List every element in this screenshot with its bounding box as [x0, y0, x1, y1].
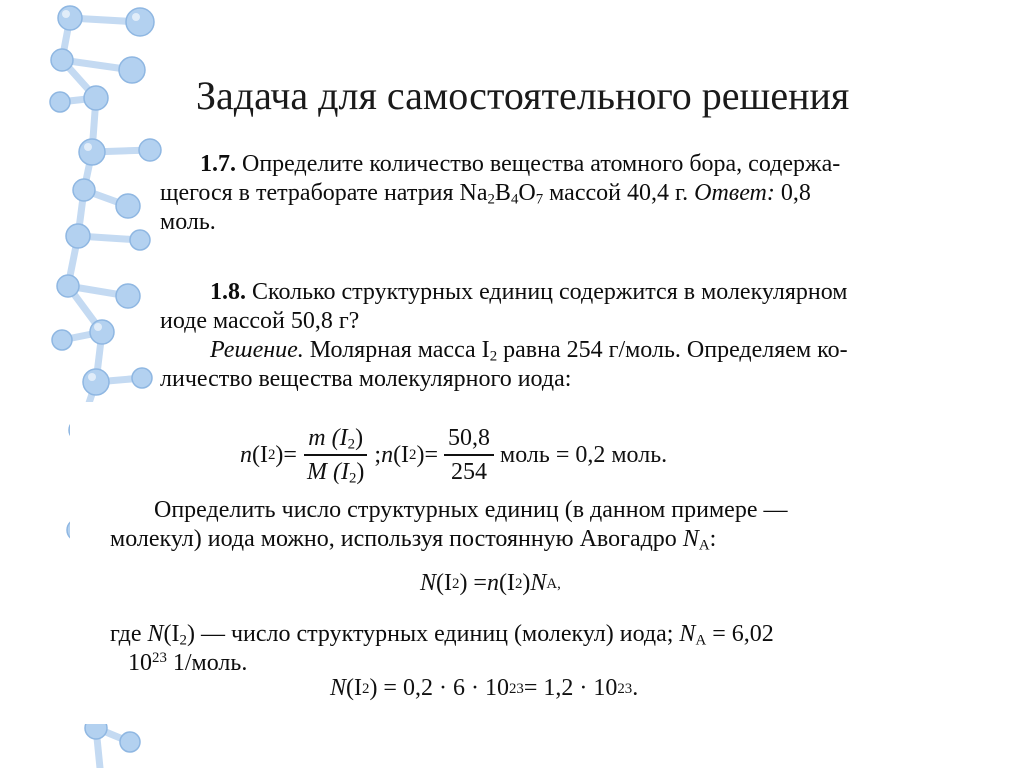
avogadro-line1: Определить число структурных единиц (в данном примере — — [154, 497, 788, 523]
text: (I — [436, 570, 452, 596]
text: O — [518, 180, 536, 206]
symbol: n — [240, 441, 252, 468]
subscript: 2 — [348, 470, 357, 487]
text: = 1,2 · 10 — [523, 675, 618, 701]
symbol: N — [530, 570, 547, 596]
text: ) — число структурных единиц (молекул) иода; — [186, 621, 680, 647]
text: = — [424, 441, 439, 468]
text: где — [110, 621, 148, 647]
text: . — [632, 675, 639, 701]
text: 10 — [128, 650, 152, 676]
avogadro-line2 — [110, 525, 787, 554]
text: ) — [356, 459, 365, 485]
text: щегося в тетраборате натрия Na — [160, 180, 488, 206]
problem-1-8-line1 — [160, 278, 848, 307]
text: ) — [355, 425, 364, 451]
problem-1-7 — [160, 150, 840, 237]
text: m (I — [308, 425, 348, 451]
text: ) — [416, 441, 425, 468]
subscript: 7 — [535, 191, 544, 208]
problem-number: 1.8. — [210, 279, 246, 305]
solution-label: Решение. — [210, 337, 304, 363]
definition-line2 — [110, 649, 774, 678]
subscript: A — [698, 537, 710, 554]
text: ) = 0,2 · 6 · 10 — [369, 675, 509, 701]
symbol: N — [682, 526, 699, 552]
text: ) = — [459, 570, 487, 596]
text: = — [283, 441, 297, 468]
text: Сколько структурных единиц содержится в молекулярном — [252, 279, 848, 305]
subscript: 2 — [487, 191, 495, 208]
symbol: N — [147, 621, 164, 647]
formula-moles: n (I 2 ) = $\frac{m (I_2)}{M (I_2)}$ ; n (I 2 ) = $\frac{50,8}{254}$ моль = 0,2 моль. — [240, 425, 668, 487]
superscript: 23 — [152, 649, 167, 666]
symbol: n — [381, 441, 394, 468]
text: ) — [522, 570, 531, 596]
text: молекул) иода можно, используя постоянную Авогадро — [110, 526, 683, 552]
subscript: 2 — [179, 632, 187, 649]
formula-number-of-particles: N (I 2 ) = n (I 2 ) N A, — [420, 570, 561, 596]
definition-paragraph — [110, 620, 774, 678]
text: моль = 0,2 моль. — [500, 441, 668, 468]
problem-number: 1.7. — [200, 151, 236, 177]
definition-line1 — [110, 620, 774, 649]
symbol: N — [330, 675, 347, 701]
problem-1-7-line2 — [160, 179, 840, 208]
text: Молярная масса I — [303, 337, 490, 363]
text: M (I — [306, 459, 349, 485]
text: ) — [275, 441, 284, 468]
subscript: A — [695, 632, 707, 649]
text: : — [709, 526, 717, 552]
problem-1-8 — [160, 278, 848, 394]
subscript: 2 — [347, 436, 356, 453]
problem-1-7-line3: моль. — [160, 209, 216, 235]
symbol: N — [679, 621, 696, 647]
problem-1-8-line3 — [160, 336, 848, 365]
fraction-mass-over-molar-mass — [303, 424, 368, 486]
subscript: 2 — [489, 348, 498, 365]
text: 1/моль. — [166, 650, 248, 676]
text: равна 254 г/моль. Определяем ко- — [497, 337, 848, 363]
answer-value: 0,8 — [774, 180, 811, 206]
avogadro-paragraph — [110, 496, 787, 554]
text: (I — [252, 441, 268, 468]
numerator — [304, 424, 367, 456]
symbol: N — [420, 570, 437, 596]
fraction-numbers — [444, 424, 494, 486]
problem-1-8-line4: личество вещества молекулярного иода: — [160, 366, 572, 392]
denominator — [303, 456, 368, 486]
slide-title: Задача для самостоятельного решения — [196, 73, 850, 118]
formula-result: N (I 2 ) = 0,2 · 6 · 10 23 = 1,2 · 10 23 . — [330, 675, 639, 701]
text: (I — [163, 621, 180, 647]
text: ; — [374, 441, 382, 468]
symbol: n — [486, 570, 499, 596]
denominator: 254 — [451, 459, 488, 485]
text: = 6,02 — [706, 621, 774, 647]
numerator: 50,8 — [444, 424, 494, 456]
text: (I — [346, 675, 362, 701]
text: B — [494, 180, 511, 206]
text: (I — [393, 441, 410, 468]
problem-1-7-line1 — [160, 150, 840, 179]
problem-1-8-line2: иоде массой 50,8 г? — [160, 308, 360, 334]
text: (I — [498, 570, 515, 596]
subscript: 4 — [510, 191, 519, 208]
text: массой 40,4 г. — [543, 180, 695, 206]
answer-label: Ответ: — [694, 180, 775, 206]
text: Определите количество вещества атомного бора, содержа- — [242, 151, 841, 177]
